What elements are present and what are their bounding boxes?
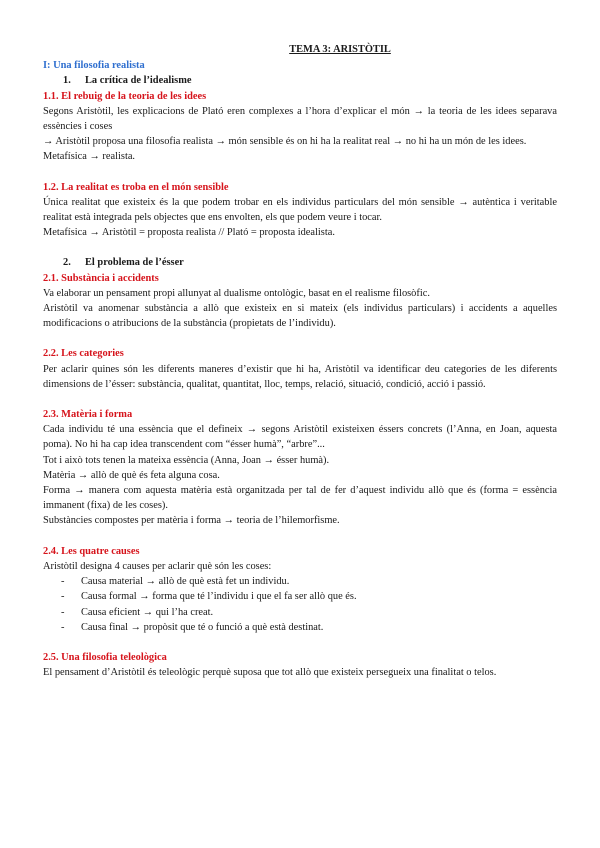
section-title: La crítica de l’idealisme: [85, 75, 192, 87]
list-item-text: Causa eficient → qui l’ha creat.: [81, 606, 214, 618]
list-item-text: Causa formal → forma que té l’individu i que el fa ser allò que és.: [81, 591, 357, 603]
paragraph: Metafísica → realista.: [43, 151, 136, 163]
list-item-text: Causa final → propòsit que té o funció a què està destinat.: [81, 621, 324, 633]
paragraph: Segons Aristòtil, les explicacions de Plató eren complexes a l’hora d’explicar el món → la teoria de les idees separava essències i coses: [43, 105, 557, 133]
list-item: [43, 589, 557, 604]
paragraph: Substàncies compostes per matèria i forma → teoria de l’hilemorfisme.: [43, 515, 340, 527]
subsection-title: 1.1. El rebuig de la teoria de les idees: [43, 90, 207, 102]
section-heading-1: [63, 73, 557, 88]
paragraph: → Aristòtil proposa una filosofia realista → món sensible és on hi ha la realitat real → no hi ha un món de les idees.: [43, 136, 527, 148]
paragraph: Metafísica → Aristòtil = proposta realista // Plató = proposta idealista.: [43, 227, 335, 239]
paragraph: Aristòtil designa 4 causes per aclarir què són les coses:: [43, 560, 272, 572]
paragraph: Forma → manera com aquesta matèria està organitzada per tal de fer d’aquest individu allò que és (forma = essència immanent (fixa) de les coses).: [43, 485, 557, 512]
section-number: 1.: [63, 75, 71, 87]
paragraph: Única realitat que existeix és la que podem trobar en els individus particulars del món sensible → autèntica i veritable realitat està integrada pels objectes que ens envolten, els que podem veure i tocar.: [43, 196, 557, 224]
document-title: TEMA 3: ARISTÒTIL: [289, 44, 391, 55]
subsection-title: 1.2. La realitat es troba en el món sensible: [43, 181, 229, 193]
paragraph: Aristòtil va anomenar substància a allò que existeix en si mateix (els individus particulars) i accidents a aquelles modificacions o atribucions de la substància (propietats de l’individu).: [43, 303, 557, 330]
section-title: El problema de l’ésser: [85, 257, 184, 269]
causes-list: [43, 574, 557, 635]
subsection-title: 2.5. Una filosofia teleològica: [43, 651, 167, 663]
document-body: [43, 42, 557, 680]
list-item-text: Causa material → allò de què està fet un individu.: [81, 576, 290, 588]
paragraph: Per aclarir quines són les diferents maneres d’existir que hi ha, Aristòtil va identificar deu categories de les diferents dimensions de l’ésser: substància, qualitat, quantitat, lloc, temps, relació, situació, condició, acció i passió.: [43, 363, 557, 390]
list-item: [43, 620, 557, 635]
part-heading: I: Una filosofia realista: [43, 60, 145, 72]
list-dash: -: [61, 606, 65, 618]
subsection-title: 2.3. Matèria i forma: [43, 409, 133, 421]
list-item: [43, 605, 557, 620]
section-number: 2.: [63, 257, 71, 269]
list-dash: -: [61, 621, 65, 633]
paragraph: Cada individu té una essència que el defineix → segons Aristòtil existeixen éssers concrets (l’Anna, en Joan, aquesta poma). No hi ha cap idea transcendent com “ésser humà”, “arbre”...: [43, 424, 557, 451]
list-item: [43, 574, 557, 589]
subsection-title: 2.4. Les quatre causes: [43, 545, 140, 557]
list-dash: -: [61, 591, 65, 603]
subsection-title: 2.1. Substància i accidents: [43, 272, 159, 284]
paragraph: Va elaborar un pensament propi allunyat al dualisme ontològic, basat en el realisme filosòfic.: [43, 287, 430, 299]
list-dash: -: [61, 576, 65, 588]
paragraph: Tot i això tots tenen la mateixa essència (Anna, Joan → ésser humà).: [43, 454, 330, 466]
section-heading-2: [63, 255, 557, 270]
paragraph: Matèria → allò de què és feta alguna cosa.: [43, 469, 220, 481]
paragraph: El pensament d’Aristòtil és teleològic perquè suposa que tot allò que existeix persegueix una finalitat o telos.: [43, 667, 497, 679]
subsection-title: 2.2. Les categories: [43, 348, 124, 360]
